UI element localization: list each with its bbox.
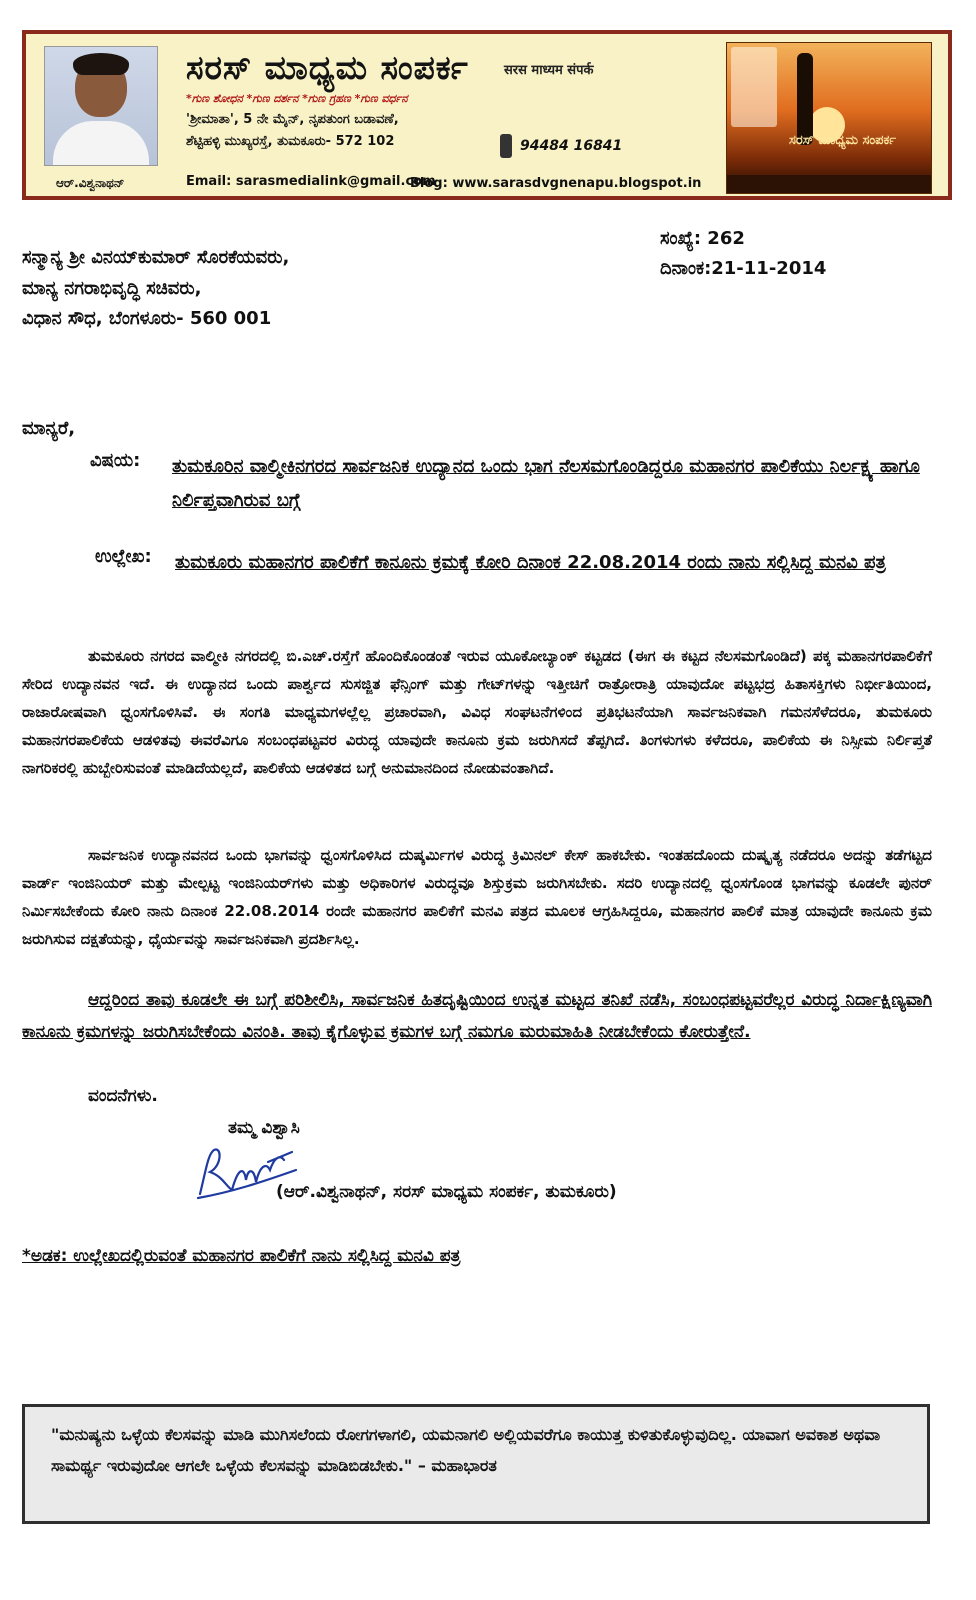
banner-image	[726, 42, 932, 194]
phone-icon	[500, 134, 512, 158]
salutation: ಮಾನ್ಯರೆ,	[22, 418, 76, 439]
body-paragraph-1: ತುಮಕೂರು ನಗರದ ವಾಲ್ಮೀಕಿ ನಗರದಲ್ಲಿ ಬಿ.ಎಚ್.ರಸ್ತೆಗೆ ಹೊಂದಿಕೊಂಡಂತೆ ಇರುವ ಯೂಕೋಬ್ಯಾಂಕ್ ಕಟ್ಟಡದ (ಈಗ ಈ ಕಟ್ಟದ ನೆಲಸಮಗೊಂಡಿದೆ) ಪಕ್ಕ ಮಹಾನಗರಪಾಲಿಕೆಗೆ ಸೇರಿದ ಉದ್ಯಾನವನ ಇದೆ. ಈ ಉದ್ಯಾನದ ಒಂದು ಪಾರ್ಶ್ವದ ಸುಸಜ್ಜಿತ ಫೆನ್ಸಿಂಗ್ ಮತ್ತು ಗೇಟ್‌ಗಳನ್ನು ಇತ್ತೀಚಿಗೆ ರಾತ್ರೋರಾತ್ರಿ ಯಾವುದೋ ಪಟ್ಟಭದ್ರ ಹಿತಾಸಕ್ತಿಗಳು ನಿರ್ಭೀತಿಯಿಂದ, ರಾಜಾರೋಷವಾಗಿ ಧ್ವಂಸಗೊಳಿಸಿವೆ. ಈ ಸಂಗತಿ ಮಾಧ್ಯಮಗಳಲ್ಲೆಲ್ಲ ಪ್ರಚಾರವಾಗಿ, ವಿವಿಧ ಸಂಘಟನೆಗಳಿಂದ ಪ್ರತಿಭಟನೆಯಾಗಿ ಸಾರ್ವಜನಿಕವಾಗಿ ಗಮನಸೆಳೆದರೂ, ತುಮಕೂರು ಮಹಾನಗರಪಾಲಿಕೆಯ ಆಡಳಿತವು ಈವರೆವಿಗೂ ಸಂಬಂಧಪಟ್ಟವರ ವಿರುದ್ಧ ಯಾವುದೇ ಕಾನೂನು ಕ್ರಮ ಜರುಗಿಸದೆ ತೆಪ್ಪಗಿದೆ. ತಿಂಗಳುಗಳು ಕಳೆದರೂ, ಪಾಲಿಕೆಯ ಈ ನಿಸ್ಸೀಮ ನಿರ್ಲಿಪ್ತತೆ ನಾಗರಿಕರಲ್ಲಿ ಹುಬ್ಬೇರಿಸುವಂತೆ ಮಾಡಿದೆಯಲ್ಲದೆ, ಪಾಲಿಕೆಯ ಆಡಳಿತದ ಬಗ್ಗೆ ಅನುಮಾನದಿಂದ ನೋಡುವಂತಾಗಿದೆ.	[22, 647, 932, 777]
email-address: Email: sarasmedialink@gmail.com	[186, 174, 436, 189]
enclosure-note: *ಅಡಕ: ಉಲ್ಲೇಖದಲ್ಲಿರುವಂತೆ ಮಹಾನಗರ ಪಾಲಿಕೆಗೆ ನಾನು ಸಲ್ಲಿಸಿದ್ದ ಮನವಿ ಪತ್ರ	[22, 1246, 461, 1266]
photo-caption: ಆರ್.ವಿಶ್ವನಾಥನ್	[56, 176, 125, 190]
org-name: ಸರಸ್ ಮಾಧ್ಯಮ ಸಂಪರ್ಕ	[186, 48, 469, 87]
sender-name: (ಆರ್.ವಿಶ್ವನಾಥನ್, ಸರಸ್ ಮಾಧ್ಯಮ ಸಂಪರ್ಕ, ತುಮಕೂರು)	[276, 1182, 617, 1202]
author-photo	[44, 46, 158, 166]
phone-number: 94484 16841	[520, 138, 623, 154]
reference-date: ದಿನಾಂಕ:21-11-2014	[660, 258, 827, 279]
address-line-2: ಶೆಟ್ಟಿಹಳ್ಳಿ ಮುಖ್ಯರಸ್ತೆ, ತುಮಕೂರು- 572 102	[186, 134, 395, 149]
letterhead	[22, 30, 952, 200]
addressee-line-2: ಮಾನ್ಯ ನಗರಾಭಿವೃದ್ಧಿ ಸಚಿವರು,	[22, 278, 202, 299]
body-paragraph-3: ಆದ್ದರಿಂದ ತಾವು ಕೂಡಲೇ ಈ ಬಗ್ಗೆ ಪರಿಶೀಲಿಸಿ, ಸಾರ್ವಜನಿಕ ಹಿತದೃಷ್ಟಿಯಿಂದ ಉನ್ನತ ಮಟ್ಟದ ತನಿಖೆ ನಡೆಸಿ, ಸಂಬಂಧಪಟ್ಟವರೆಲ್ಲರ ವಿರುದ್ಧ ನಿರ್ದಾಕ್ಷಿಣ್ಯವಾಗಿ ಕಾನೂನು ಕ್ರಮಗಳನ್ನು ಜರುಗಿಸಬೇಕೆಂದು ವಿನಂತಿ. ತಾವು ಕೈಗೊಳ್ಳುವ ಕ್ರಮಗಳ ಬಗ್ಗೆ ನಮಗೂ ಮರುಮಾಹಿತಿ ನೀಡಬೇಕೆಂದು ಕೋರುತ್ತೇನೆ.	[22, 990, 932, 1042]
quote-box	[22, 1404, 930, 1524]
quote-text: "ಮನುಷ್ಯನು ಒಳ್ಳೆಯ ಕೆಲಸವನ್ನು ಮಾಡಿ ಮುಗಿಸಲೆಂದು ರೋಗಗಳಾಗಲಿ, ಯಮನಾಗಲಿ ಅಲ್ಲಿಯವರೆಗೂ ಕಾಯುತ್ತ ಕುಳಿತುಕೊಳ್ಳುವುದಿಲ್ಲ. ಯಾವಾಗ ಅವಕಾಶ ಅಥವಾ ಸಾಮರ್ಥ್ಯ ಇರುವುದೋ ಆಗಲೇ ಒಳ್ಳೆಯ ಕೆಲಸವನ್ನು ಮಾಡಿಬಿಡಬೇಕು." – ಮಹಾಭಾರತ	[51, 1425, 881, 1475]
tagline: *ಗುಣ ಶೋಧನ *ಗುಣ ದರ್ಶನ *ಗುಣ ಗ್ರಹಣ *ಗುಣ ವರ್ಧನ	[186, 92, 408, 105]
org-name-hindi: सरस माध्यम संपर्क	[504, 63, 594, 78]
subject-text: ತುಮಕೂರಿನ ವಾಲ್ಮೀಕಿನಗರದ ಸಾರ್ವಜನಿಕ ಉದ್ಯಾನದ ಒಂದು ಭಾಗ ನೆಲಸಮಗೊಂಡಿದ್ದರೂ ಮಹಾನಗರ ಪಾಲಿಕೆಯು ನಿರ್ಲಕ್ಷ್ಯ ಹಾಗೂ ನಿರ್ಲಿಪ್ತವಾಗಿರುವ ಬಗ್ಗೆ	[172, 456, 920, 511]
yoga-silhouette-icon	[797, 53, 813, 145]
subject-label: ವಿಷಯ:	[90, 450, 141, 471]
closing: ವಂದನೆಗಳು.	[88, 1086, 158, 1106]
yours-faithfully: ತಮ್ಮ ವಿಶ್ವಾಸಿ	[228, 1118, 300, 1138]
ref-label: ಉಲ್ಲೇಖ:	[95, 546, 152, 567]
addressee-line-3: ವಿಧಾನ ಸೌಧ, ಬೆಂಗಳೂರು- 560 001	[22, 308, 272, 329]
ref-text: ತುಮಕೂರು ಮಹಾನಗರ ಪಾಲಿಕೆಗೆ ಕಾನೂನು ಕ್ರಮಕ್ಕೆ ಕೋರಿ ದಿನಾಂಕ 22.08.2014 ರಂದು ನಾನು ಸಲ್ಲಿಸಿದ್ದ ಮನವಿ ಪತ್ರ	[175, 552, 886, 573]
reference-number: ಸಂಖ್ಯೆ: 262	[660, 228, 745, 249]
body-paragraph-2: ಸಾರ್ವಜನಿಕ ಉದ್ಯಾನವನದ ಒಂದು ಭಾಗವನ್ನು ಧ್ವಂಸಗೊಳಿಸಿದ ದುಷ್ಕರ್ಮಿಗಳ ವಿರುದ್ಧ ಕ್ರಿಮಿನಲ್ ಕೇಸ್ ಹಾಕಬೇಕು. ಇಂತಹದೊಂದು ದುಷ್ಕೃತ್ಯ ನಡೆದರೂ ಅದನ್ನು ತಡೆಗಟ್ಟದ ವಾರ್ಡ್ ಇಂಜಿನಿಯರ್ ಮತ್ತು ಮೇಲ್ಪಟ್ಟ ಇಂಜಿನಿಯರ್‌ಗಳು ಮತ್ತು ಅಧಿಕಾರಿಗಳ ವಿರುದ್ಧವೂ ಶಿಸ್ತುಕ್ರಮ ಜರುಗಿಸಬೇಕು. ಸದರಿ ಉದ್ಯಾನದಲ್ಲಿ ಧ್ವಂಸಗೊಂಡ ಭಾಗವನ್ನು ಕೂಡಲೇ ಪುನರ್ ನಿರ್ಮಿಸಬೇಕೆಂದು ಕೋರಿ ನಾನು ದಿನಾಂಕ 22.08.2014 ರಂದೇ ಮಹಾನಗರ ಪಾಲಿಕೆಗೆ ಮನವಿ ಪತ್ರದ ಮೂಲಕ ಆಗ್ರಹಿಸಿದ್ದರೂ, ಮಹಾನಗರ ಪಾಲಿಕೆ ಮಾತ್ರ ಯಾವುದೇ ಕಾನೂನು ಕ್ರಮ ಜರುಗಿಸುವ ದಕ್ಷತೆಯನ್ನು, ಧೈರ್ಯವನ್ನು ಸಾರ್ವಜನಿಕವಾಗಿ ಪ್ರದರ್ಶಿಸಿಲ್ಲ.	[22, 846, 932, 948]
address-line-1: 'ಶ್ರೀಮಾತಾ', 5 ನೇ ಮೈನ್, ನೃಪತುಂಗ ಬಡಾವಣೆ,	[186, 112, 399, 127]
banner-title: ಸರಸ್ ಮಾಧ್ಯಮ ಸಂಪರ್ಕ	[789, 133, 897, 148]
addressee-line-1: ಸನ್ಮಾನ್ಯ ಶ್ರೀ ವಿನಯ್‌ಕುಮಾರ್ ಸೊರಕೆಯವರು,	[22, 247, 290, 268]
blog-address: Blog: www.sarasdvgnenapu.blogspot.in	[410, 176, 702, 191]
